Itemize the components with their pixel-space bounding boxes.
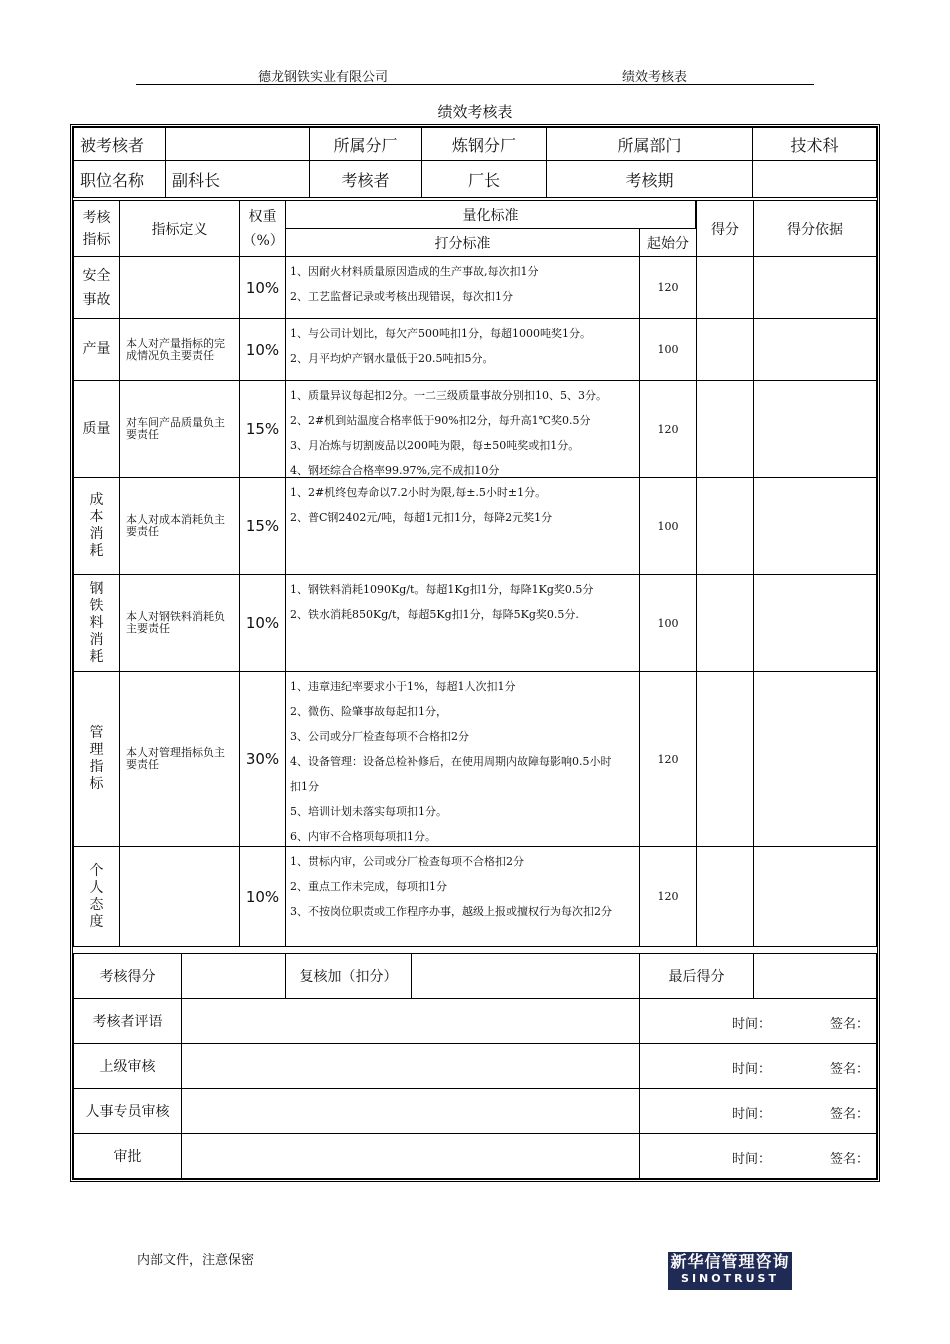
logo-cn: 新华信管理咨询 (670, 1252, 790, 1271)
criteria-line: 2、铁水消耗850Kg/t，每超5Kg扣1分，每降5Kg奖0.5分. (290, 608, 579, 621)
criteria-cell (285, 318, 640, 381)
col-weight-text: 权重（%） (242, 208, 284, 249)
approval-comment[interactable] (181, 1043, 640, 1089)
period-value[interactable] (752, 160, 877, 198)
indicator-cell (73, 380, 120, 478)
criteria-cell (285, 671, 640, 847)
criteria-line: 2、重点工作未完成，每项扣1分 (290, 880, 447, 893)
approval-sign-label: 签名： (830, 1017, 870, 1032)
definition-cell: 本人对钢铁料消耗负主要责任 (119, 574, 240, 672)
final-value[interactable] (753, 953, 877, 999)
criteria-cell (285, 846, 640, 947)
criteria-line: 1、与公司计划比，每欠产500吨扣1分，每超1000吨奖1分。 (290, 327, 591, 340)
basis-cell[interactable] (753, 380, 877, 478)
appraisal-form (70, 124, 880, 1182)
criteria-line: 2、工艺监督记录或考核出现错误，每次扣1分 (290, 290, 513, 303)
assessee-label: 被考核者 (73, 127, 166, 161)
criteria-cell (285, 380, 640, 478)
page-header (136, 66, 814, 85)
review-value[interactable] (411, 953, 640, 999)
start-score-cell: 100 (639, 574, 697, 672)
definition-cell: 对车间产品质量负主要责任 (119, 380, 240, 478)
score-cell[interactable] (696, 318, 754, 381)
branch-value[interactable]: 炼钢分厂 (421, 127, 547, 161)
final-label: 最后得分 (639, 953, 754, 999)
criteria-line: 扣1分 (290, 780, 319, 793)
dept-value[interactable]: 技术科 (752, 127, 877, 161)
weight-cell: 10% (239, 256, 286, 319)
approval-comment[interactable] (181, 1088, 640, 1134)
col-quant: 量化标准 (285, 200, 696, 229)
indicator-cell (73, 671, 120, 847)
assessee-value[interactable] (165, 127, 310, 161)
definition-cell (119, 256, 240, 319)
indicator-cell (73, 318, 120, 381)
indicator-cell (73, 256, 120, 319)
approval-time-label: 时间： (732, 1107, 772, 1122)
approval-comment[interactable] (181, 998, 640, 1044)
form-title: 绩效考核表 (437, 103, 513, 121)
approval-sign-label: 签名： (830, 1152, 870, 1167)
indicator-name: 个人态度 (89, 862, 104, 930)
logo-en: SINOTRUST (681, 1272, 779, 1285)
weight-cell: 15% (239, 477, 286, 575)
review-label: 复核加（扣分） (285, 953, 412, 999)
score-value[interactable] (181, 953, 286, 999)
criteria-cell (285, 574, 640, 672)
criteria-line: 2、2#机到站温度合格率低于90%扣2分，每升高1℃奖0.5分 (290, 414, 591, 427)
criteria-cell (285, 477, 640, 575)
approval-signature-cell[interactable] (639, 1133, 877, 1179)
col-weight (239, 200, 286, 257)
criteria-line: 2、普C钢2402元/吨，每超1元扣1分，每降2元奖1分 (290, 511, 553, 524)
col-start: 起始分 (639, 228, 697, 257)
criteria-line: 1、因耐火材料质量原因造成的生产事故,每次扣1分 (290, 265, 539, 278)
col-criteria: 打分标准 (285, 228, 640, 257)
col-definition: 指标定义 (119, 200, 240, 257)
assessor-label: 考核者 (309, 160, 422, 198)
score-cell[interactable] (696, 671, 754, 847)
basis-cell[interactable] (753, 477, 877, 575)
indicator-name: 产量 (82, 341, 111, 357)
weight-cell: 15% (239, 380, 286, 478)
start-score-cell: 120 (639, 380, 697, 478)
weight-cell: 30% (239, 671, 286, 847)
position-value[interactable]: 副科长 (165, 160, 310, 198)
indicator-name: 质量 (82, 420, 111, 437)
approval-sign-label: 签名： (830, 1062, 870, 1077)
score-cell[interactable] (696, 256, 754, 319)
basis-cell[interactable] (753, 574, 877, 672)
approval-time-label: 时间： (732, 1017, 772, 1032)
header-doc-name: 绩效考核表 (622, 70, 688, 85)
approval-time-label: 时间： (732, 1152, 772, 1167)
approval-sign-label: 签名： (830, 1107, 870, 1122)
score-label: 考核得分 (73, 953, 182, 999)
start-score-cell: 120 (639, 256, 697, 319)
criteria-line: 1、2#机终包寿命以7.2小时为限,每±.5小时±1分。 (290, 486, 547, 499)
company-name: 德龙钢铁实业有限公司 (258, 70, 389, 85)
criteria-line: 1、质量异议每起扣2分。一二三级质量事故分别扣10、5、3分。 (290, 389, 607, 402)
score-cell[interactable] (696, 477, 754, 575)
criteria-line: 6、内审不合格项每项扣1分。 (290, 830, 436, 843)
start-score-cell: 100 (639, 477, 697, 575)
score-cell[interactable] (696, 574, 754, 672)
basis-cell[interactable] (753, 256, 877, 319)
criteria-line: 3、月冶炼与切割废品以200吨为限，每±50吨奖或扣1分。 (290, 439, 580, 452)
definition-cell: 本人对产量指标的完成情况负主要责任 (119, 318, 240, 381)
weight-cell: 10% (239, 318, 286, 381)
criteria-line: 4、设备管理：设备总检补修后，在使用周期内故障每影响0.5小时 (290, 755, 612, 768)
basis-cell[interactable] (753, 318, 877, 381)
criteria-line: 2、微伤、险肇事故每起扣1分， (290, 705, 447, 718)
start-score-cell: 120 (639, 846, 697, 947)
branch-label: 所属分厂 (309, 127, 422, 161)
approval-label: 考核者评语 (73, 998, 182, 1044)
criteria-cell (285, 256, 640, 319)
approval-signature-cell[interactable] (639, 1043, 877, 1089)
basis-cell[interactable] (753, 671, 877, 847)
confidential-note: 内部文件，注意保密 (137, 1253, 255, 1268)
col-indicator-text: 考核指标 (82, 209, 111, 248)
indicator-name: 安全事故 (82, 267, 111, 308)
assessor-value[interactable]: 厂长 (421, 160, 547, 198)
weight-cell: 10% (239, 846, 286, 947)
col-score: 得分 (696, 200, 754, 257)
score-cell[interactable] (696, 846, 754, 947)
definition-cell: 本人对管理指标负主要责任 (119, 671, 240, 847)
indicator-cell (73, 477, 120, 575)
criteria-line: 5、培训计划未落实每项扣1分。 (290, 805, 447, 818)
weight-cell: 10% (239, 574, 286, 672)
indicator-cell (73, 846, 120, 947)
approval-label: 审批 (73, 1133, 182, 1179)
approval-comment[interactable] (181, 1133, 640, 1179)
criteria-line: 4、钢坯综合合格率99.97%,完不成扣10分 (290, 464, 500, 477)
approval-signature-cell[interactable] (639, 1088, 877, 1134)
criteria-line: 1、贯标内审，公司或分厂检查每项不合格扣2分 (290, 855, 524, 868)
indicator-name: 管理指标 (89, 725, 104, 792)
period-label: 考核期 (546, 160, 753, 198)
indicator-name: 钢铁料消耗 (89, 580, 104, 665)
definition-cell (119, 846, 240, 947)
criteria-line: 3、不按岗位职责或工作程序办事，越级上报或擅权行为每次扣2分 (290, 905, 612, 918)
start-score-cell: 120 (639, 671, 697, 847)
start-score-cell: 100 (639, 318, 697, 381)
col-indicator (73, 200, 120, 257)
col-basis: 得分依据 (753, 200, 877, 257)
approval-signature-cell[interactable] (639, 998, 877, 1044)
score-cell[interactable] (696, 380, 754, 478)
criteria-line: 2、月平均炉产钢水量低于20.5吨扣5分。 (290, 352, 494, 365)
approval-label: 人事专员审核 (73, 1088, 182, 1134)
criteria-line: 3、公司或分厂检查每项不合格扣2分 (290, 730, 469, 743)
criteria-line: 1、违章违纪率要求小于1%，每超1人次扣1分 (290, 680, 516, 693)
dept-label: 所属部门 (546, 127, 753, 161)
indicator-name: 成本消耗 (89, 492, 104, 559)
position-label: 职位名称 (73, 160, 166, 198)
approval-label: 上级审核 (73, 1043, 182, 1089)
approval-time-label: 时间： (732, 1062, 772, 1077)
definition-cell: 本人对成本消耗负主要责任 (119, 477, 240, 575)
sinotrust-logo (668, 1252, 792, 1290)
basis-cell[interactable] (753, 846, 877, 947)
indicator-cell (73, 574, 120, 672)
criteria-line: 1、钢铁料消耗1090Kg/t。每超1Kg扣1分，每降1Kg奖0.5分 (290, 583, 594, 596)
